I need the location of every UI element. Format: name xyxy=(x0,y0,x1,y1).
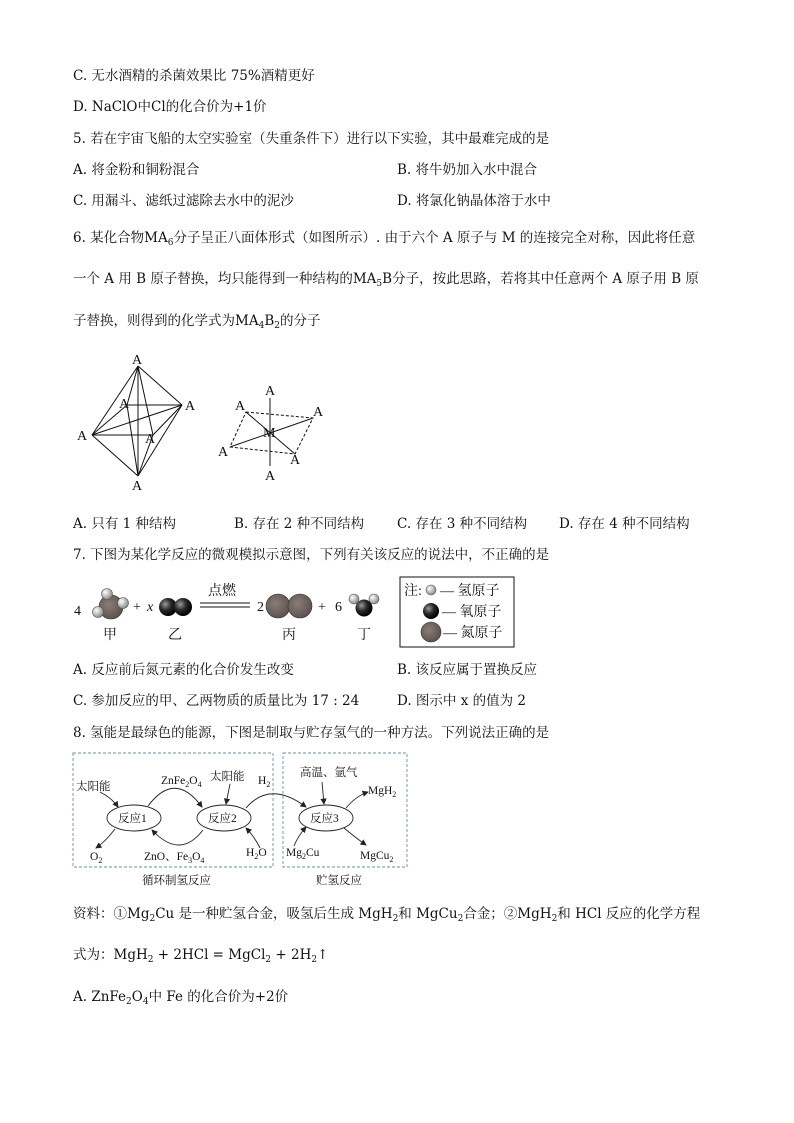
molecule-jia-h xyxy=(118,598,129,609)
arrow-r3-to-mgcu2 xyxy=(344,828,366,845)
q8-option-a xyxy=(73,988,288,1006)
molecule-bing-n xyxy=(266,594,290,618)
proj-label-right: A xyxy=(313,405,324,420)
q7-option-c: C. 参加反应的甲、乙两物质的质量比为 17 : 24 xyxy=(73,693,360,709)
q6-l2-text-a: 一个 A 用 B 原子替换，均只能得到一种结构的 xyxy=(73,271,353,287)
ref1-sub-c: 2 xyxy=(457,914,464,924)
label-h2o-h: H xyxy=(246,847,255,859)
label-znfe2o4-sub2: 4 xyxy=(197,780,202,789)
coef-jia: 4 xyxy=(74,604,81,619)
label-znfe2o4-zn: ZnFe xyxy=(161,775,186,787)
label-mgcu2-mgcu: MgCu xyxy=(360,850,390,862)
label-h2 xyxy=(258,775,270,789)
q6-l1-text-a: 6. 某化合物 xyxy=(73,230,145,246)
legend-h-symbol xyxy=(426,585,436,595)
legend-title: 注: xyxy=(404,584,422,599)
label-fe3o4-o: O xyxy=(192,851,201,863)
q6-l3-text-a: 子替换，则得到的化学式为 xyxy=(73,313,235,329)
label-o2 xyxy=(90,851,102,865)
q6-l1-sub: 6 xyxy=(167,238,174,248)
label-h2o xyxy=(246,847,267,861)
proj-label-bottom: A xyxy=(265,469,276,484)
octa-edge xyxy=(92,405,182,435)
option-d-previous: D. NaClO中Cl的化合价为+1价 xyxy=(73,99,267,115)
label-sun-2: 太阳能 xyxy=(210,771,245,783)
label-zno-fe3o4 xyxy=(144,851,204,865)
legend-o-label: — 氧原子 xyxy=(442,605,502,620)
octa-label-bottom: A xyxy=(132,479,143,494)
arrow-sun2-to-r2 xyxy=(226,784,230,804)
ref1-a: 资料：①Mg xyxy=(73,906,150,922)
option-c-previous: C. 无水酒精的杀菌效果比 75%酒精更好 xyxy=(73,68,315,84)
plus-2: + xyxy=(318,600,326,615)
octa-edge xyxy=(92,435,138,476)
octa-label-right: A xyxy=(185,399,196,414)
arrow-r1-to-r2 xyxy=(148,788,202,807)
coef-yi: x xyxy=(147,600,154,615)
reaction-1-label: 反应1 xyxy=(118,813,147,825)
reference-line-2 xyxy=(73,946,328,964)
arrow-r2-to-r1 xyxy=(152,830,203,845)
label-o2-sub: 2 xyxy=(98,856,103,865)
question-7-stem: 7. 下图为某化学反应的微观模拟示意图，下列有关该反应的说法中，不正确的是 xyxy=(73,547,550,563)
q6-l1-formula: MA xyxy=(144,230,168,246)
q8a-sub-a: 2 xyxy=(126,997,132,1007)
proj-label-center: M xyxy=(263,426,276,441)
octa-label-left: A xyxy=(77,429,88,444)
label-conditions: 高温、氩气 xyxy=(300,767,358,779)
q6-l3-sub: 4 xyxy=(258,321,265,331)
question-6-line-1 xyxy=(73,229,695,247)
q7-option-d: D. 图示中 x 的值为 2 xyxy=(397,693,527,709)
ref2-sub-b: 2 xyxy=(265,955,272,965)
octa-edge xyxy=(127,405,138,476)
ref1-sub-d: 2 xyxy=(551,914,558,924)
q7-option-b: B. 该反应属于置换反应 xyxy=(397,662,538,678)
hydrogen-flow-diagram xyxy=(70,750,415,892)
label-h2o-sub: 2 xyxy=(254,852,259,861)
q6-l3-formula: MA xyxy=(235,313,259,329)
ref1-c: 和 MgCu xyxy=(398,906,458,922)
q8a-text-c: 中 Fe 的化合价为+2价 xyxy=(148,989,289,1005)
ref1-b: Cu 是一种贮氢合金，吸氢后生成 MgH xyxy=(155,906,393,922)
q5-option-b: B. 将牛奶加入水中混合 xyxy=(397,162,538,178)
question-6-line-3 xyxy=(73,312,320,330)
q7-option-a: A. 反应前后氮元素的化合价发生改变 xyxy=(73,662,294,678)
arrow-mg2cu-to-r3 xyxy=(294,827,306,846)
ref2-a: 式为：MgH xyxy=(73,947,148,963)
molecule-yi-o xyxy=(174,598,192,616)
q6-l3-sub-b: 2 xyxy=(274,321,280,331)
name-bing: 丙 xyxy=(282,628,296,643)
q8a-sub-b: 4 xyxy=(142,997,149,1007)
arrow-cond-to-r3 xyxy=(322,782,324,804)
label-mg2cu xyxy=(286,847,320,861)
label-fe3o4-sub2: 4 xyxy=(200,856,205,865)
q5-option-c: C. 用漏斗、滤纸过滤除去水中的泥沙 xyxy=(73,193,294,209)
octa-edge xyxy=(92,366,138,435)
q8a-text-b: O xyxy=(131,989,143,1005)
molecule-bing-n xyxy=(288,594,312,618)
label-h2-h: H xyxy=(258,775,267,787)
legend-h-label: — 氢原子 xyxy=(440,584,500,599)
label-mg2cu-cu: Cu xyxy=(305,847,320,859)
proj-label-left: A xyxy=(218,445,229,460)
coef-bing: 2 xyxy=(257,600,264,615)
reaction-3-label: 反应3 xyxy=(310,813,339,825)
coef-ding: 6 xyxy=(335,600,342,615)
molecule-ding-h xyxy=(349,594,359,604)
label-mgh2-mgh: MgH xyxy=(368,785,393,797)
name-yi: 乙 xyxy=(168,628,182,643)
question-6-line-2 xyxy=(73,270,699,288)
q6-option-b: B. 存在 2 种不同结构 xyxy=(234,516,365,532)
arrow-r2-to-h2-storage xyxy=(246,794,306,808)
reference-line-1 xyxy=(73,905,700,923)
q8a-text-a: A. ZnFe xyxy=(73,989,127,1005)
caption-cycle: 循环制氢反应 xyxy=(142,875,211,887)
arrow-sun-to-r1 xyxy=(100,792,118,807)
q5-option-a: A. 将金粉和铜粉混合 xyxy=(73,162,200,178)
label-fe3o4-sub1: 3 xyxy=(188,856,193,865)
question-8-stem: 8. 氢能是最绿色的能源，下图是制取与贮存氢气的一种方法。下列说法正确的是 xyxy=(73,725,550,741)
octa-label-back: A xyxy=(119,397,130,412)
q6-l3-formula-b: B xyxy=(264,313,275,329)
q6-option-d: D. 存在 4 种不同结构 xyxy=(559,516,690,532)
q6-option-c: C. 存在 3 种不同结构 xyxy=(397,516,528,532)
label-znfe2o4-o: O xyxy=(189,775,198,787)
name-jia: 甲 xyxy=(103,628,117,643)
label-mg2cu-sub: 2 xyxy=(301,852,306,861)
q6-l2-sub: 5 xyxy=(376,279,383,289)
arrow-r1-to-o2 xyxy=(96,829,115,848)
q6-l1-text-b: 分子呈正八面体形式（如图所示）. 由于六个 A 原子与 M 的连接完全对称，因此将任意 xyxy=(173,230,696,246)
name-ding: 丁 xyxy=(357,628,371,643)
legend-n-label: — 氮原子 xyxy=(443,626,503,641)
octa-edge xyxy=(138,366,182,405)
label-mgh2-sub: 2 xyxy=(392,790,397,799)
label-mgh2 xyxy=(368,785,396,799)
ref2-b: + 2HCl = MgCl xyxy=(153,947,266,963)
ref1-e: 和 HCl 反应的化学方程 xyxy=(557,906,701,922)
label-h2-sub: 2 xyxy=(266,780,271,789)
q6-l3-text-b: 的分子 xyxy=(279,313,321,329)
condition-text: 点燃 xyxy=(208,584,236,599)
q5-option-d: D. 将氯化钠晶体溶于水中 xyxy=(397,193,551,209)
ref2-c: + 2H xyxy=(271,947,312,963)
reaction-diagram xyxy=(70,575,520,650)
legend-n-symbol xyxy=(421,622,441,642)
label-znfe2o4 xyxy=(161,775,202,789)
plus-1: + xyxy=(133,600,141,615)
q6-l2-text-b: 分子，按此思路，若将其中任意两个 A 原子用 B 原 xyxy=(392,271,699,287)
label-h2o-o: O xyxy=(258,847,267,859)
octa-edge xyxy=(138,366,153,435)
molecule-jia-h xyxy=(93,607,104,618)
q6-l2-formula: MA xyxy=(352,271,377,287)
label-sun-1: 太阳能 xyxy=(76,781,111,793)
molecule-jia-h xyxy=(102,589,113,600)
molecule-ding-h xyxy=(369,594,379,604)
proj-label-top: A xyxy=(265,384,276,399)
arrow-r3-to-mgh2 xyxy=(346,792,368,808)
ref2-arrow: ↑ xyxy=(317,947,329,963)
arrow-h2o-to-r2 xyxy=(246,828,260,848)
q6-option-a: A. 只有 1 种结构 xyxy=(73,516,177,532)
question-5-stem: 5. 若在宇宙飞船的太空实验室（失重条件下）进行以下实验，其中最难完成的是 xyxy=(73,131,550,147)
reaction-2-label: 反应2 xyxy=(208,813,237,825)
label-zno-fe: ZnO、Fe xyxy=(144,851,189,863)
proj-label-frontright: A xyxy=(290,453,301,468)
octa-label-front: A xyxy=(145,432,156,447)
octa-label-top: A xyxy=(132,353,143,368)
proj-label-backleft: A xyxy=(235,399,246,414)
label-znfe2o4-sub1: 2 xyxy=(185,780,190,789)
legend-o-symbol xyxy=(423,603,439,619)
q6-l2-formula-b: B xyxy=(382,271,393,287)
octahedron-figure xyxy=(70,348,430,498)
ref1-d: 合金；②MgH xyxy=(463,906,552,922)
ref2-sub-c: 2 xyxy=(311,955,318,965)
ref1-sub-a: 2 xyxy=(149,914,156,924)
label-o2-o: O xyxy=(90,851,99,863)
caption-storage: 贮氢反应 xyxy=(316,875,362,887)
label-mgcu2-sub: 2 xyxy=(389,855,394,864)
ref2-sub-a: 2 xyxy=(147,955,154,965)
label-mg2cu-mg: Mg xyxy=(286,847,302,859)
label-mgcu2 xyxy=(360,850,393,864)
ref1-sub-b: 2 xyxy=(392,914,399,924)
